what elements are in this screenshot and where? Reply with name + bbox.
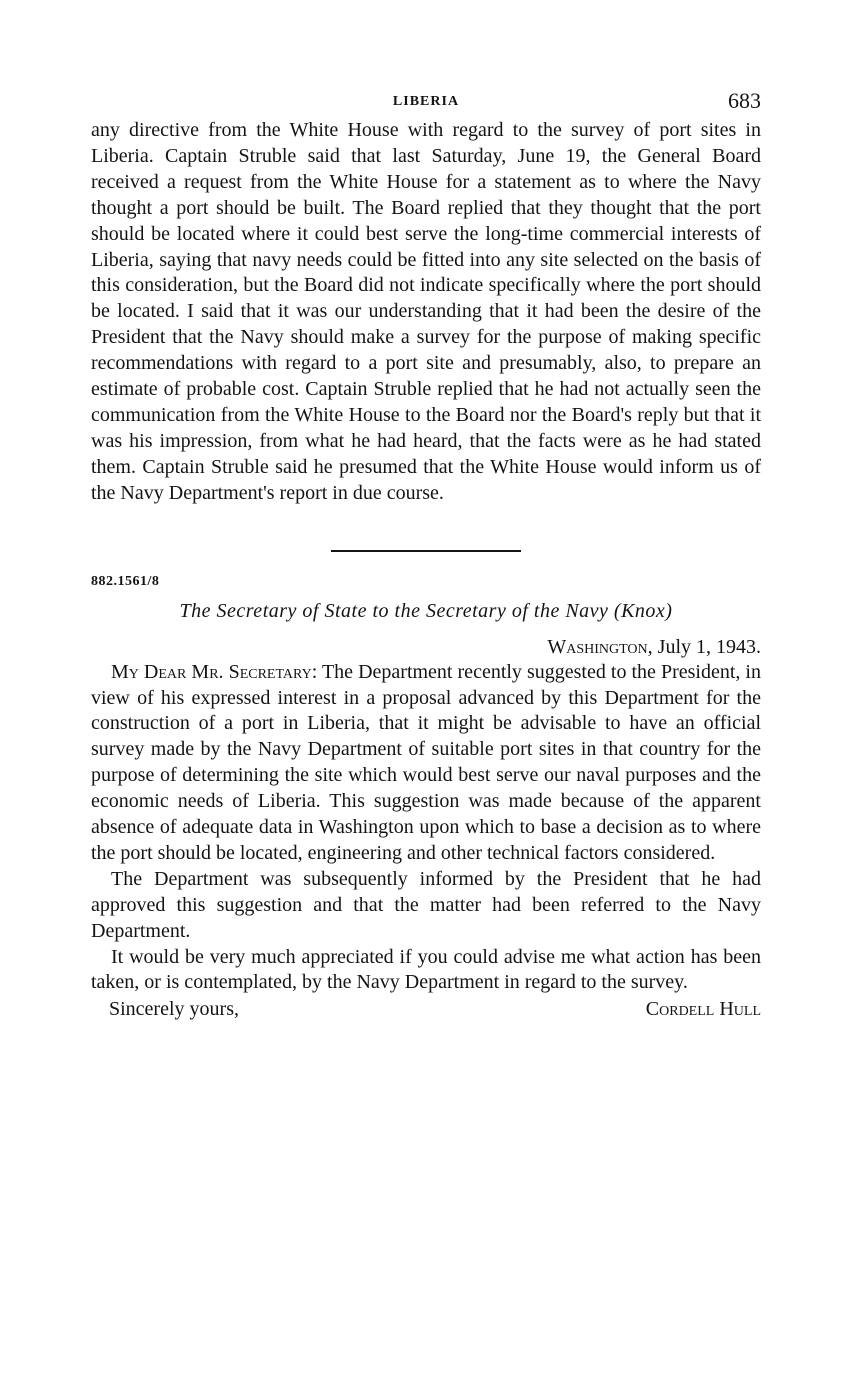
paragraph-1-text: The Department recently suggested to the President, in view of his expressed interest in a proposal advanced by this Department for the construction of a port in Liberia, that it might be advisable to have an official survey made by the Navy Department of suitable port sites in that country for the purpose of determining the site which would best serve our naval purposes and the economic needs of Liberia. This suggestion was made because of the apparent absence of adequate data in Washington upon which to base a decision as to where the port should be located, engineering and other technical factors considered. [91,660,761,864]
continuation-paragraph: any directive from the White House with regard to the survey of port sites in Liberia. Captain Struble said that last Saturday, June 19, the General Board received a request from the White House for a statement as to where the Navy thought a port should be built. The Board replied that they thought that the port should be located where it could best serve the long-time commercial interests of Liberia, saying that navy needs could be fitted into any site selected on the basis of this consideration, but the Board did not indicate specifically where the port should be located. I said that it was our understanding that it had been the desire of the President that the Navy should make a survey for the purpose of making specific recommendations with regard to a port site and presumably, also, to prepare an estimate of probable cost. Captain Struble replied that he had not actually seen the communication from the White House to the Board nor the Board's reply but that it was his impression, from what he had heard, that the facts were as he had stated them. Captain Struble said he presumed that the White House would inform us of the Navy Department's report in due course. [91,119,761,504]
dateline [91,634,761,660]
section-divider [331,550,521,552]
heading-close: ) [665,599,673,622]
page-number: 683 [728,88,761,113]
letter-paragraph-2: The Department was subsequently informed by the President that he had approved this suggestion and that the matter had been referred to the Navy Department. [91,867,761,942]
document-page [91,84,761,1022]
signature: Cordell Hull [645,998,761,1021]
file-number: 882.1561/8 [91,573,160,589]
dateline-place: Washington [547,635,648,658]
closing-line [91,996,761,1022]
heading-name: Knox [621,599,666,622]
letter-paragraph-3: It would be very much appreciated if you could advise me what action has been taken, or is contemplated, by the Navy Department in regard to the survey. [91,945,761,994]
dateline-date: , July 1, 1943. [647,635,761,658]
running-header [91,84,761,118]
heading-text: The Secretary of State to the Secretary of the Navy ( [179,599,622,622]
letter-paragraph-1 [91,660,761,867]
salutation: My Dear Mr. Secretary: [111,660,318,683]
document-heading [91,600,761,623]
running-title: LIBERIA [392,94,460,109]
closing: Sincerely yours, [109,998,239,1021]
